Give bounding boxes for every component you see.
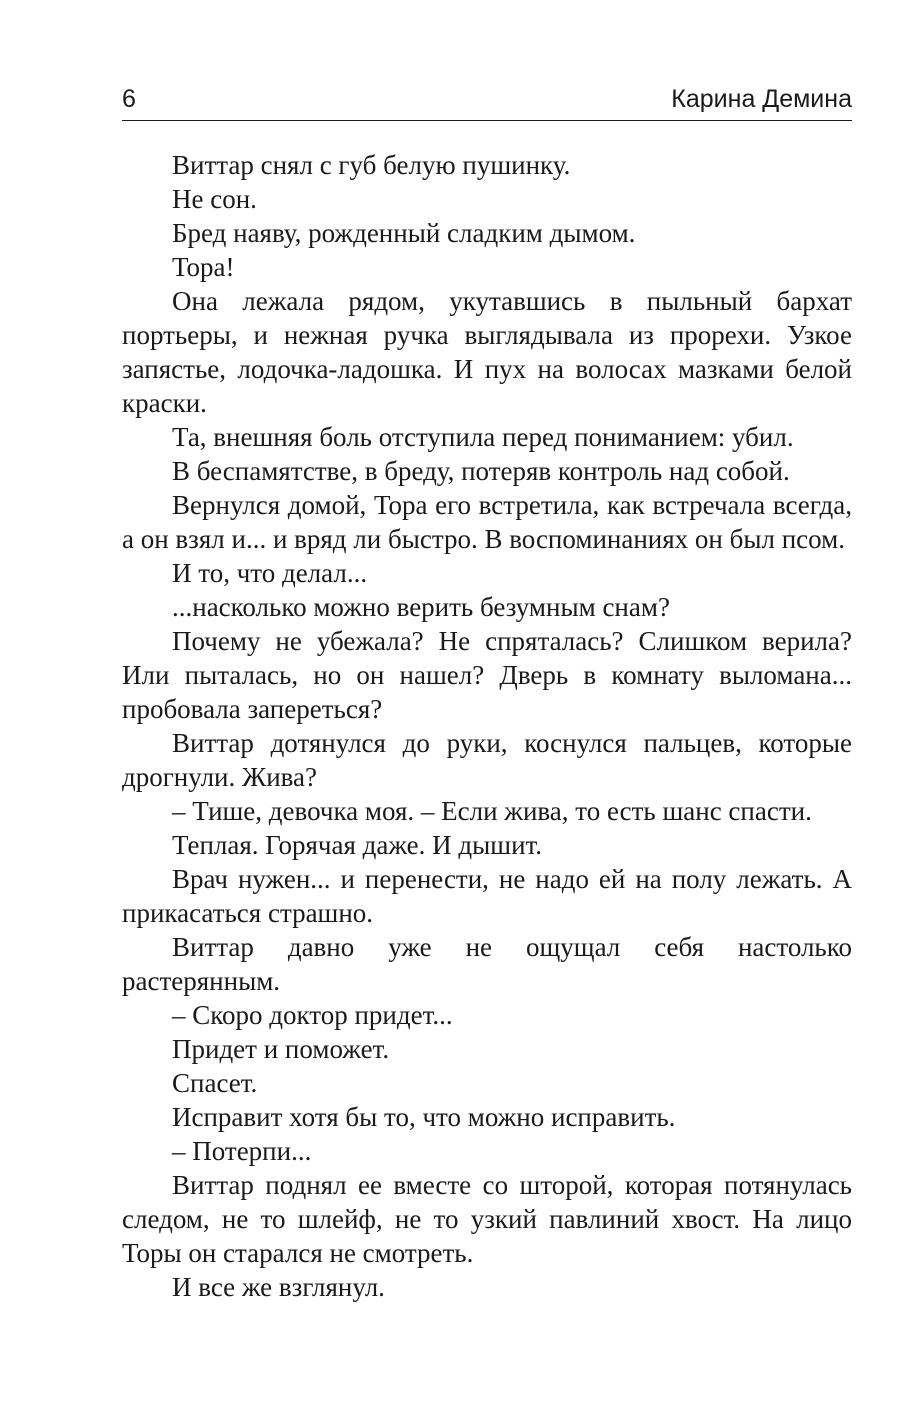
paragraph: – Тише, девочка моя. – Если жива, то есть шанс спасти. <box>172 796 812 826</box>
paragraph: Исправит хотя бы то, что можно исправить. <box>172 1102 676 1132</box>
paragraph: Та, внешняя боль отступила перед пониманием: убил. <box>172 422 794 452</box>
paragraph: Бред наяву, рожденный сладким дымом. <box>172 218 636 248</box>
paragraph: Спасет. <box>172 1068 258 1098</box>
paragraph: И то, что делал... <box>172 558 368 588</box>
paragraph: – Скоро доктор придет... <box>172 1000 453 1030</box>
paragraph: Не сон. <box>172 184 257 214</box>
paragraph: Она лежала рядом, укутавшись в пыльный бархат портьеры, и нежная ручка выглядывала из прорехи. Узкое запястье, лодочка-ладошка. И пух на волосах мазками белой краски. <box>122 286 852 418</box>
paragraph: Теплая. Горячая даже. И дышит. <box>172 830 543 860</box>
paragraph: Врач нужен... и перенести, не надо ей на полу лежать. А прикасаться страшно. <box>122 864 852 928</box>
paragraph: ...насколько можно верить безумным снам? <box>172 592 670 622</box>
running-header <box>122 80 852 121</box>
paragraph: Тора! <box>172 252 235 282</box>
paragraph: Придет и поможет. <box>172 1034 390 1064</box>
paragraph: Почему не убежала? Не спряталась? Слишком верила? Или пыталась, но он нашел? Дверь в комнату выломана... пробовала запереться? <box>122 626 852 724</box>
author-name: Карина Демина <box>671 85 852 113</box>
paragraph: В беспамятстве, в бреду, потеряв контроль над собой. <box>172 456 790 486</box>
paragraph: Виттар дотянулся до руки, коснулся пальцев, которые дрогнули. Жива? <box>122 728 852 792</box>
paragraph: И все же взглянул. <box>172 1272 385 1302</box>
body-text <box>122 148 852 1304</box>
paragraph: Вернулся домой, Тора его встретила, как встречала всегда, а он взял и... и вряд ли быстро. В воспоминаниях он был псом. <box>122 490 852 554</box>
paragraph: Виттар поднял ее вместе со шторой, которая потянулась следом, не то шлейф, не то узкий павлиний хвост. На лицо Торы он старался не смотреть. <box>122 1170 852 1268</box>
paragraph: Виттар снял с губ белую пушинку. <box>172 150 571 180</box>
page-number: 6 <box>122 85 136 113</box>
paragraph: Виттар давно уже не ощущал себя настолько растерянным. <box>122 932 852 996</box>
paragraph: – Потерпи... <box>172 1136 312 1166</box>
